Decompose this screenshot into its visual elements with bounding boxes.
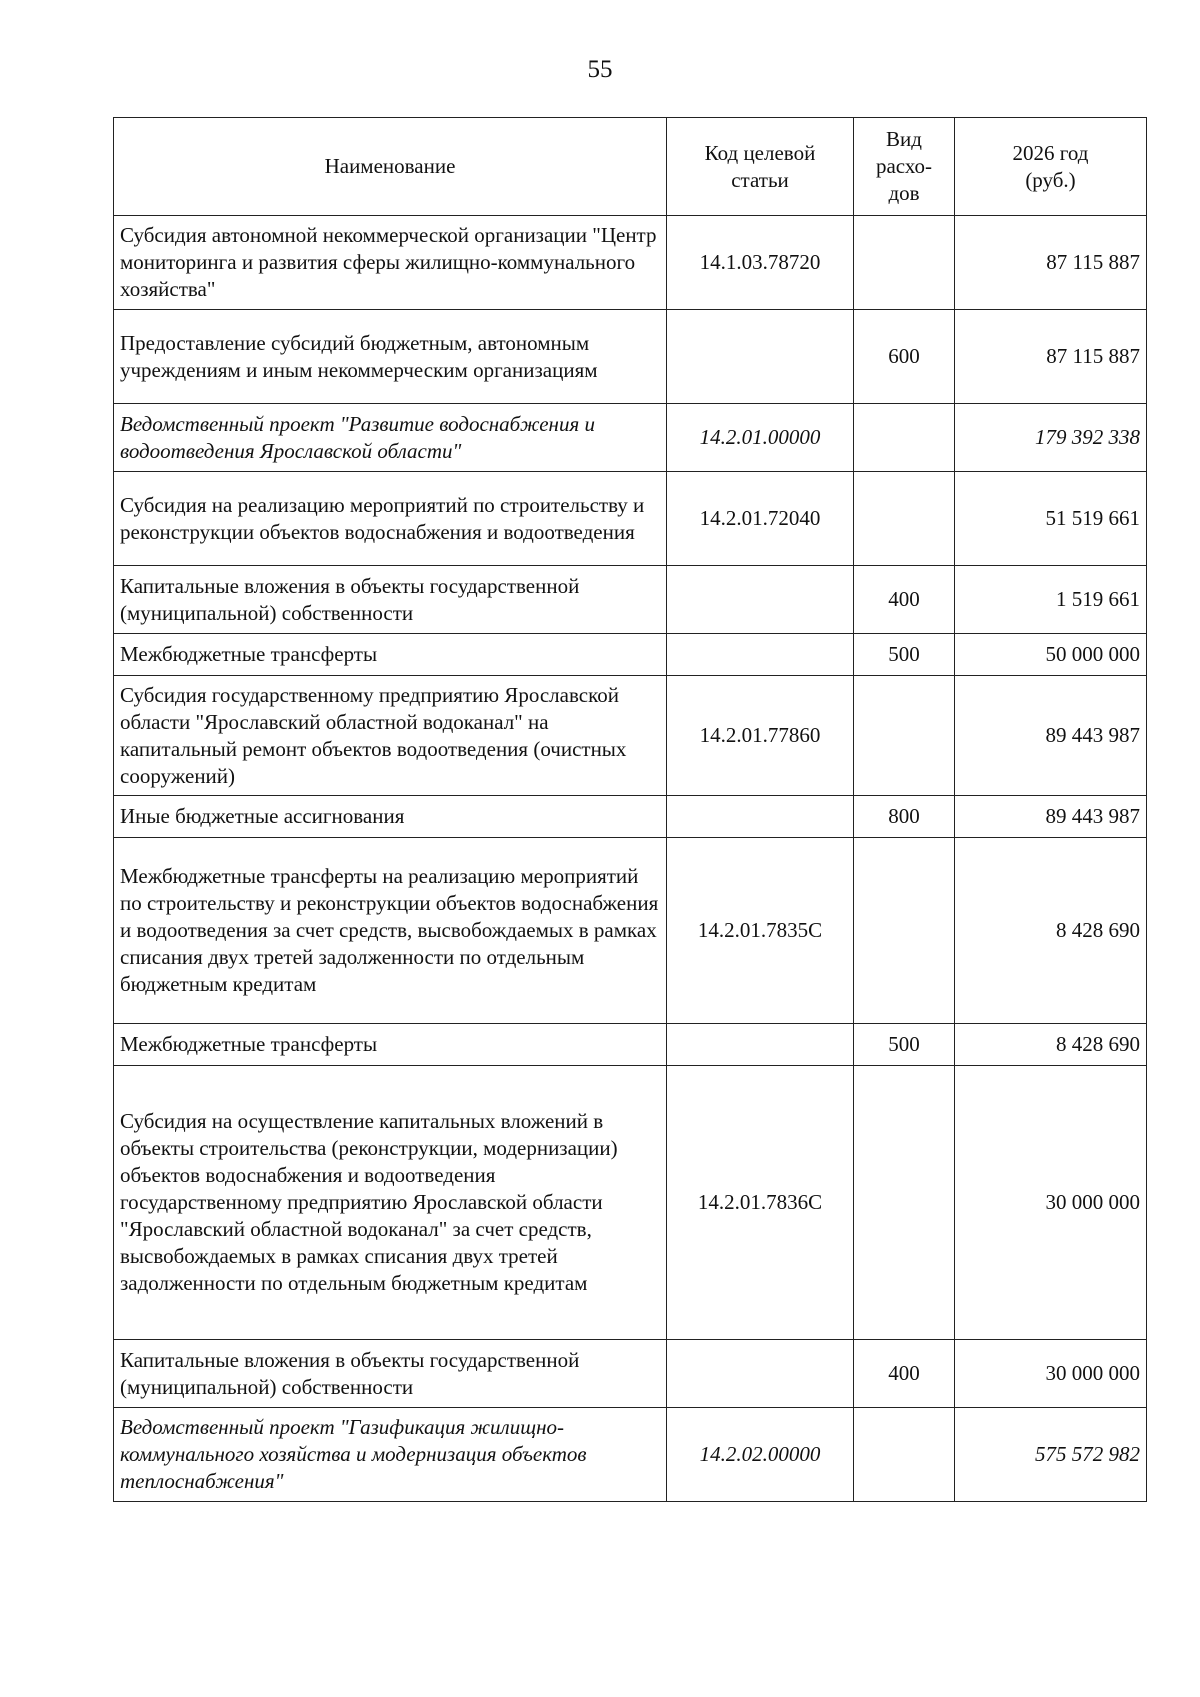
table-header-row	[114, 118, 1147, 216]
cell-code	[667, 1340, 854, 1408]
cell-amount: 8 428 690	[955, 838, 1147, 1024]
header-amount: 2026 год (руб.)	[955, 118, 1147, 216]
cell-amount: 575 572 982	[955, 1408, 1147, 1502]
cell-type: 500	[854, 634, 955, 676]
cell-type: 400	[854, 566, 955, 634]
cell-amount: 89 443 987	[955, 796, 1147, 838]
cell-code: 14.2.01.00000	[667, 404, 854, 472]
cell-amount: 87 115 887	[955, 310, 1147, 404]
table-row	[114, 1408, 1147, 1502]
cell-amount: 30 000 000	[955, 1340, 1147, 1408]
cell-code: 14.2.01.72040	[667, 472, 854, 566]
cell-code: 14.2.01.7836С	[667, 1066, 854, 1340]
cell-name: Межбюджетные трансферты на реализацию мероприятий по строительству и реконструкции объектов водоснабжения и водоотведения за счет средств, высвобождаемых в рамках списания двух третей задолженности по отдельным бюджетным кредитам	[114, 838, 667, 1024]
cell-amount: 179 392 338	[955, 404, 1147, 472]
table-row	[114, 1024, 1147, 1066]
cell-code: 14.2.02.00000	[667, 1408, 854, 1502]
cell-type: 400	[854, 1340, 955, 1408]
cell-name: Субсидия государственному предприятию Ярославской области "Ярославский областной водоканал" на капитальный ремонт объектов водоотведения (очистных сооружений)	[114, 676, 667, 796]
header-type: Вид расхо- дов	[854, 118, 955, 216]
cell-type	[854, 1408, 955, 1502]
cell-amount: 89 443 987	[955, 676, 1147, 796]
table-row	[114, 566, 1147, 634]
cell-type	[854, 404, 955, 472]
table-row	[114, 634, 1147, 676]
cell-type	[854, 838, 955, 1024]
table-row	[114, 838, 1147, 1024]
cell-code	[667, 634, 854, 676]
page-number: 55	[587, 56, 613, 83]
cell-name: Капитальные вложения в объекты государственной (муниципальной) собственности	[114, 1340, 667, 1408]
cell-type	[854, 1066, 955, 1340]
header-code: Код целевой статьи	[667, 118, 854, 216]
cell-code: 14.2.01.7835С	[667, 838, 854, 1024]
cell-name: Субсидия на реализацию мероприятий по строительству и реконструкции объектов водоснабжения и водоотведения	[114, 472, 667, 566]
table-row	[114, 310, 1147, 404]
cell-type: 800	[854, 796, 955, 838]
cell-type: 600	[854, 310, 955, 404]
cell-name: Субсидия на осуществление капитальных вложений в объекты строительства (реконструкции, модернизации) объектов водоснабжения и водоотведения государственному предприятию Ярославской области "Ярославский областной водоканал" за счет средств, высвобождаемых в рамках списания двух третей задолженности по отдельным бюджетным кредитам	[114, 1066, 667, 1340]
cell-amount: 30 000 000	[955, 1066, 1147, 1340]
cell-name: Капитальные вложения в объекты государственной (муниципальной) собственности	[114, 566, 667, 634]
cell-amount: 51 519 661	[955, 472, 1147, 566]
cell-amount: 87 115 887	[955, 216, 1147, 310]
cell-name: Межбюджетные трансферты	[114, 1024, 667, 1066]
cell-type	[854, 676, 955, 796]
cell-name: Субсидия автономной некоммерческой организации "Центр мониторинга и развития сферы жилищно-коммунального хозяйства"	[114, 216, 667, 310]
table-row	[114, 796, 1147, 838]
cell-type	[854, 216, 955, 310]
table-row	[114, 1340, 1147, 1408]
table-row	[114, 676, 1147, 796]
cell-amount: 50 000 000	[955, 634, 1147, 676]
cell-name: Ведомственный проект "Газификация жилищно-коммунального хозяйства и модернизация объектов теплоснабжения"	[114, 1408, 667, 1502]
cell-name: Предоставление субсидий бюджетным, автономным учреждениям и иным некоммерческим организациям	[114, 310, 667, 404]
cell-amount: 8 428 690	[955, 1024, 1147, 1066]
cell-name: Ведомственный проект "Развитие водоснабжения и водоотведения Ярославской области"	[114, 404, 667, 472]
cell-name: Межбюджетные трансферты	[114, 634, 667, 676]
cell-amount: 1 519 661	[955, 566, 1147, 634]
cell-name: Иные бюджетные ассигнования	[114, 796, 667, 838]
cell-code	[667, 1024, 854, 1066]
cell-type: 500	[854, 1024, 955, 1066]
cell-code	[667, 310, 854, 404]
cell-code	[667, 796, 854, 838]
cell-code	[667, 566, 854, 634]
cell-code: 14.1.03.78720	[667, 216, 854, 310]
budget-table	[113, 117, 1147, 1502]
header-name: Наименование	[114, 118, 667, 216]
cell-type	[854, 472, 955, 566]
table-row	[114, 1066, 1147, 1340]
cell-code: 14.2.01.77860	[667, 676, 854, 796]
table-row	[114, 216, 1147, 310]
table-row	[114, 404, 1147, 472]
table-row	[114, 472, 1147, 566]
